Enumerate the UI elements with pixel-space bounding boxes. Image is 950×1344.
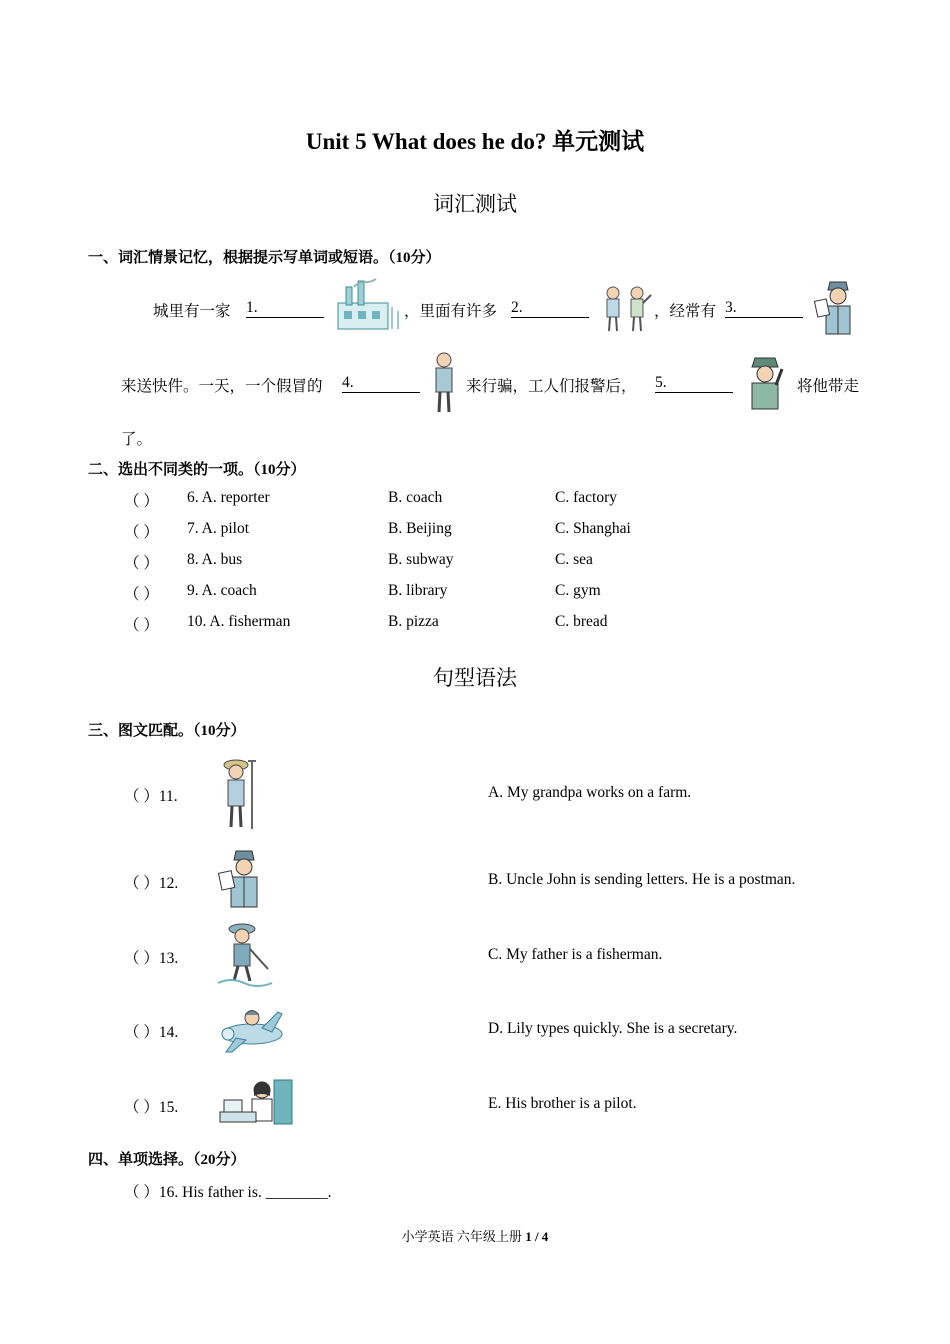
answer-paren-7[interactable]: （ ） [124, 524, 159, 541]
option-6a: 6. A. reporter [187, 489, 270, 506]
option-9b: B. library [388, 582, 448, 599]
postman-icon [812, 278, 864, 338]
part1-text-3: 了。 [121, 431, 153, 448]
match-sentence-d: D. Lily types quickly. She is a secretary. [488, 1020, 738, 1037]
blank-3[interactable]: 3. [725, 299, 803, 318]
match-number-11[interactable]: （ ）11. [124, 788, 178, 805]
option-7c: C. Shanghai [555, 520, 631, 537]
match-number-13[interactable]: （ ）13. [124, 950, 179, 967]
match-sentence-e: E. His brother is a pilot. [488, 1095, 637, 1112]
option-7a: 7. A. pilot [187, 520, 250, 537]
answer-paren-9[interactable]: （ ） [124, 586, 159, 603]
answer-paren-10[interactable]: （ ） [124, 617, 159, 634]
option-7b: B. Beijing [388, 520, 452, 537]
page-footer [0, 1226, 950, 1245]
question-16: （ ）16. His father is. ________. [124, 1184, 332, 1201]
blank-5[interactable]: 5. [655, 374, 733, 393]
page-number: 1 / 4 [525, 1229, 549, 1244]
option-8c: C. sea [555, 551, 593, 568]
factory-icon [332, 277, 404, 333]
option-9c: C. gym [555, 582, 601, 599]
pilot-icon [216, 998, 286, 1060]
match-number-14[interactable]: （ ）14. [124, 1024, 179, 1041]
option-10a: 10. A. fisherman [187, 613, 291, 630]
match-number-15[interactable]: （ ）15. [124, 1099, 179, 1116]
fisherman-icon [216, 921, 276, 989]
page-title: Unit 5 What does he do? 单元测试 [305, 129, 645, 154]
option-10b: B. pizza [388, 613, 439, 630]
part1-text-2c: 将他带走 [797, 378, 860, 395]
part4-heading: 四、单项选择。（20分） [88, 1152, 246, 1168]
section-vocab-title: 词汇测试 [433, 192, 517, 216]
part1-text-2b: 来行骗，工人们报警后， [466, 378, 637, 395]
option-6b: B. coach [388, 489, 443, 506]
part1-text-1c: ，经常有 [654, 303, 717, 320]
match-sentence-b: B. Uncle John is sending letters. He is a postman. [488, 871, 796, 888]
part1-text-1a: 城里有一家 [153, 303, 231, 320]
part1-text-2a: 来送快件。一天，一个假冒的 [121, 378, 323, 395]
option-6c: C. factory [555, 489, 617, 506]
match-sentence-c: C. My father is a fisherman. [488, 946, 663, 963]
answer-paren-6[interactable]: （ ） [124, 493, 159, 510]
section-grammar-title: 句型语法 [433, 666, 517, 690]
blank-1[interactable]: 1. [246, 299, 324, 318]
answer-paren-8[interactable]: （ ） [124, 555, 159, 572]
part1-heading: 一、词汇情景记忆，根据提示写单词或短语。（10分） [88, 250, 441, 266]
blank-2[interactable]: 2. [511, 299, 589, 318]
policeman-icon [742, 355, 788, 411]
man-icon [428, 352, 460, 414]
option-9a: 9. A. coach [187, 582, 257, 599]
match-number-12[interactable]: （ ）12. [124, 875, 179, 892]
match-sentence-a: A. My grandpa works on a farm. [488, 784, 692, 801]
secretary-icon [216, 1074, 298, 1130]
part3-heading: 三、图文匹配。（10分） [88, 723, 246, 739]
footer-text: 小学英语 六年级上册 [401, 1229, 526, 1244]
option-10c: C. bread [555, 613, 608, 630]
blank-4[interactable]: 4. [342, 374, 420, 393]
workers-icon [597, 285, 655, 333]
option-8a: 8. A. bus [187, 551, 243, 568]
postman-icon [216, 848, 270, 912]
option-8b: B. subway [388, 551, 454, 568]
part2-heading: 二、选出不同类的一项。（10分） [88, 462, 306, 478]
farmer-icon [216, 757, 260, 831]
part1-text-1b: ，里面有许多 [404, 303, 498, 320]
